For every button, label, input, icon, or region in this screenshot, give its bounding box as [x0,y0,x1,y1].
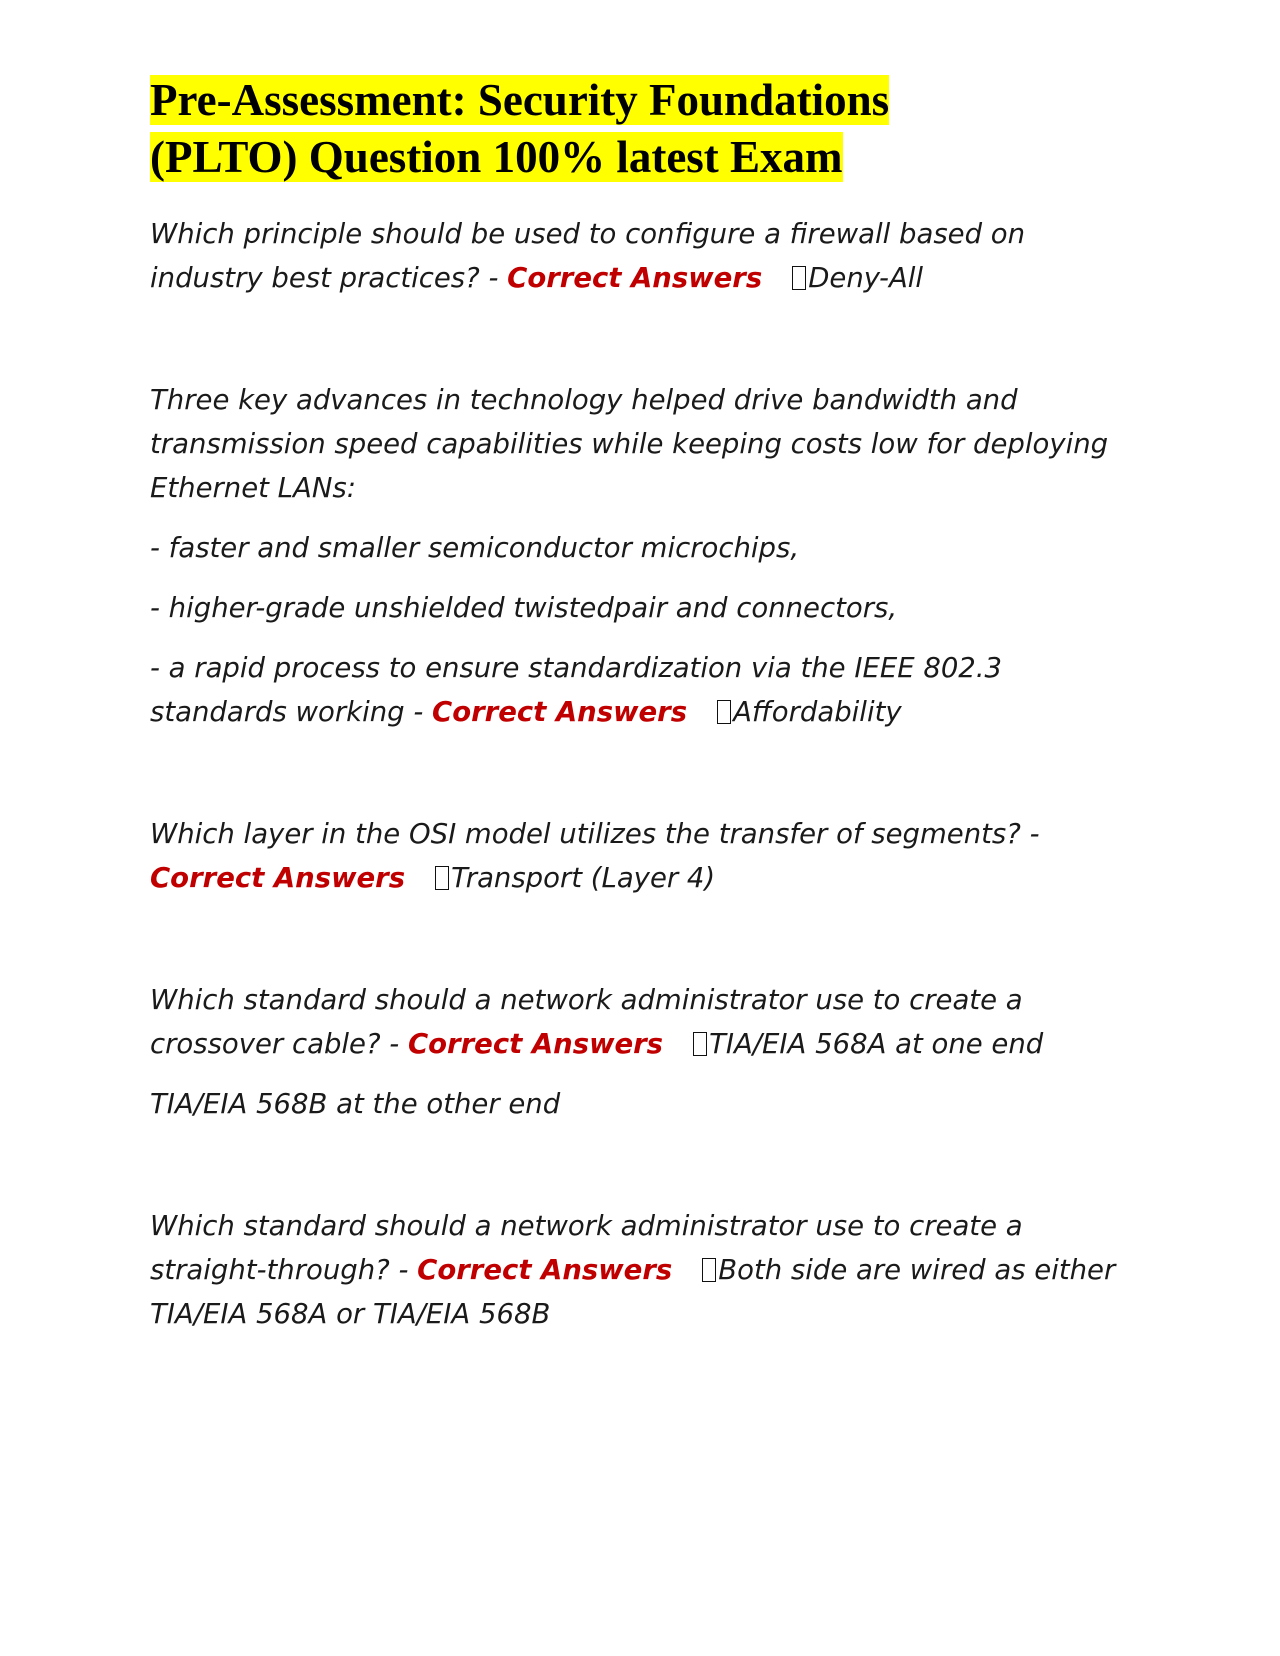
missing-glyph-icon [792,266,806,290]
answer-4-continued: TIA/EIA 568B at the other end [150,1088,561,1120]
question-text: Which principle should be used to configure a firewall based on industry best practices? - [150,218,1026,294]
correct-answers-label: Correct Answers [432,696,688,728]
answer-text: Affordability [733,696,902,728]
question-3 [150,812,1140,900]
title-line-2: (PLTO) Question 100% latest Exam [150,132,843,182]
question-2-bullet-2: - higher-grade unshielded twistedpair and connectors, [150,592,898,624]
missing-glyph-icon [702,1258,716,1282]
question-2-intro: Three key advances in technology helped drive bandwidth and transmission speed capabilities while keeping costs low for deploying Ethernet LANs: [150,384,1109,504]
qa-item-1 [150,212,1140,300]
correct-answers-label: Correct Answers [507,262,763,294]
qa-item-4 [150,978,1140,1126]
correct-answers-label: Correct Answers [150,862,406,894]
correct-answers-label: Correct Answers [417,1254,673,1286]
question-text: Which layer in the OSI model utilizes the transfer of segments? - [150,818,1040,850]
answer-text: Deny-All [808,262,924,294]
question-text: Which standard should a network administrator use to create a straight-through? - [150,1210,1023,1286]
question-text: - a rapid process to ensure standardization via the IEEE 802.3 standards working - [150,652,1003,728]
missing-glyph-icon [693,1032,707,1056]
answer-text: Transport (Layer 4) [451,862,716,894]
missing-glyph-icon [435,866,449,890]
qa-item-2 [150,378,1140,734]
question-5 [150,1204,1140,1336]
question-4 [150,978,1140,1066]
correct-answers-label: Correct Answers [407,1028,664,1060]
answer-text: Both side are wired as either TIA/EIA 568A or TIA/EIA 568B [150,1254,1116,1330]
qa-item-3 [150,812,1140,900]
document-content [150,72,1140,1336]
document-title [150,72,1140,186]
missing-glyph-icon [717,700,731,724]
question-2-bullet-1: - faster and smaller semiconductor microchips, [150,532,800,564]
question-text: Which standard should a network administrator use to create a crossover cable? - [150,984,1023,1060]
question-1 [150,212,1140,300]
qa-item-5 [150,1204,1140,1336]
title-line-1: Pre-Assessment: Security Foundations [150,75,890,125]
answer-text: TIA/EIA 568A at one end [709,1028,1044,1060]
question-2-last [150,646,1140,734]
